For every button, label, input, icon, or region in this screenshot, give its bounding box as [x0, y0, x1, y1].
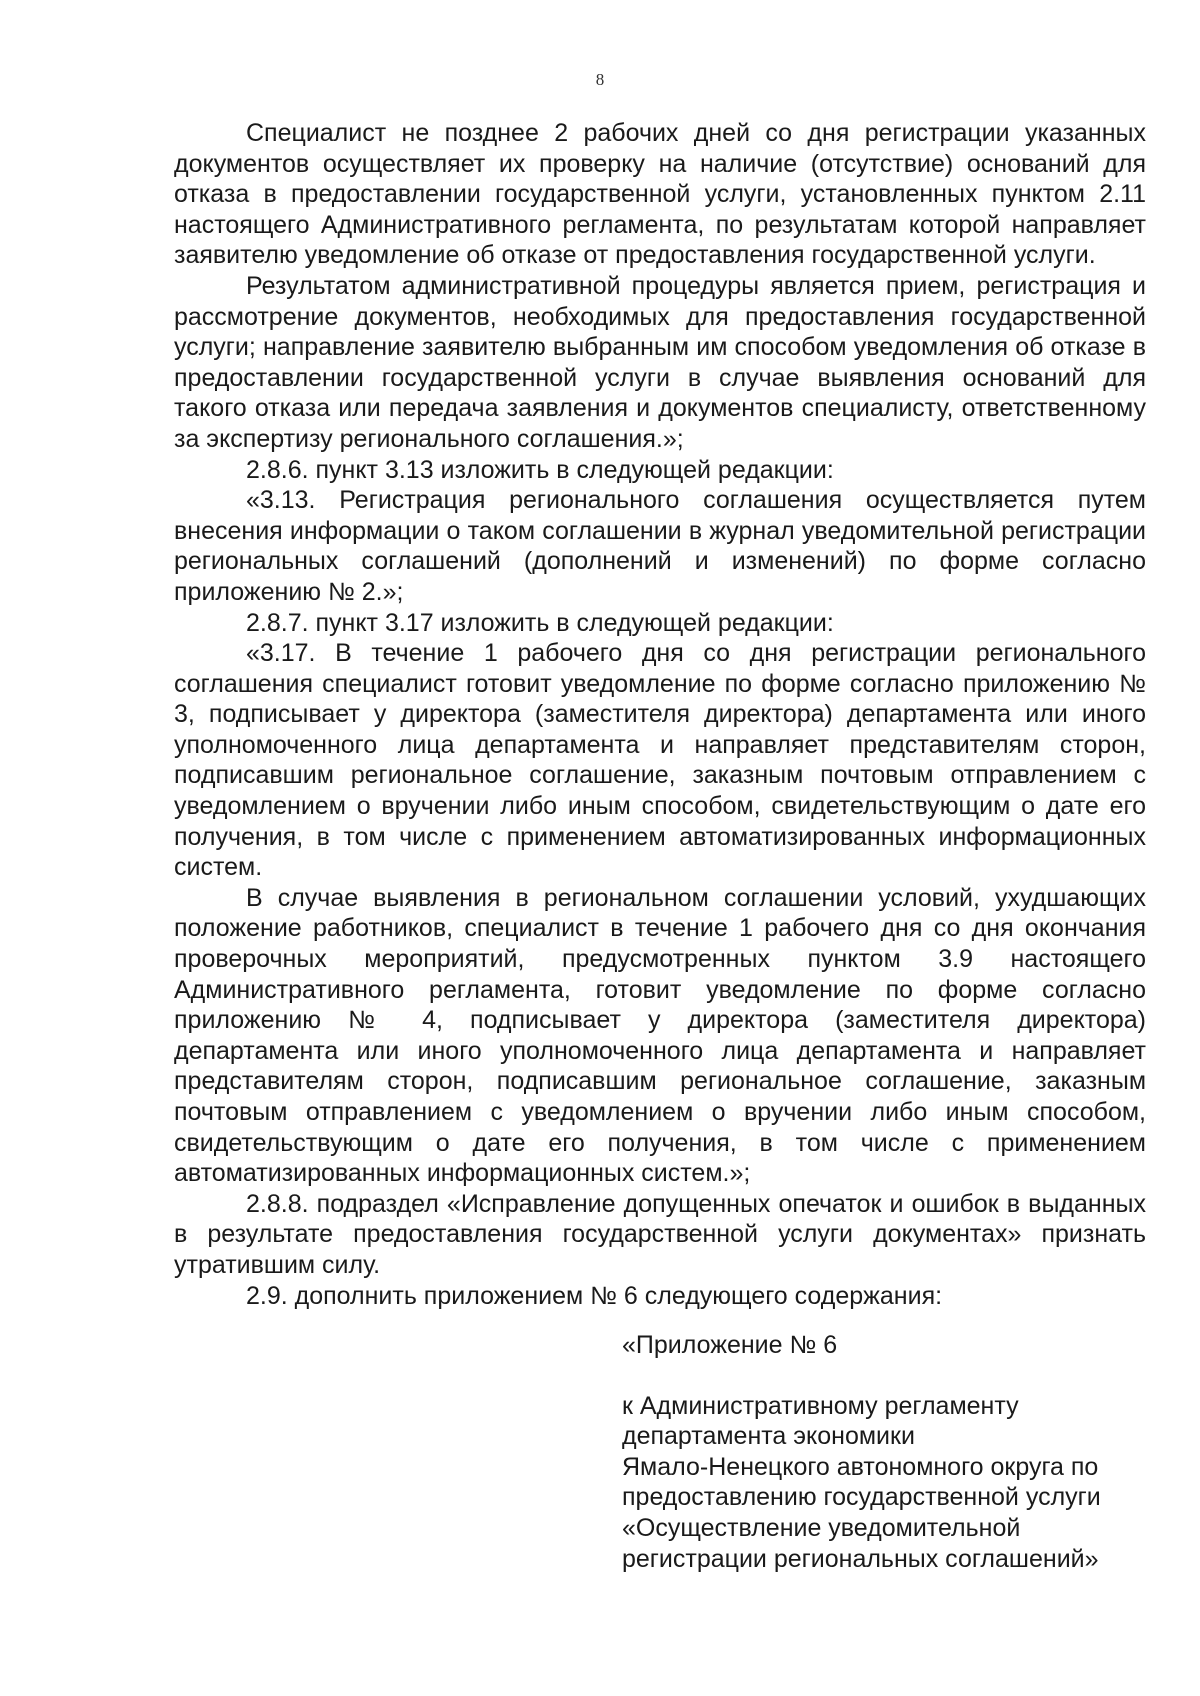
paragraph-3-13: «3.13. Регистрация регионального соглашения осуществляется путем внесения информации о таком соглашении в журнал уведомительной регистрации региональных соглашений (дополнений и изменений) по форме согласно приложению № 2.»; [174, 486, 1146, 606]
paragraph-2-8-7: 2.8.7. пункт 3.17 изложить в следующей редакции: [246, 608, 834, 637]
paragraph-3-17: «3.17. В течение 1 рабочего дня со дня регистрации регионального соглашения специалист готовит уведомление по форме согласно приложению № 3, подписывает у директора (заместителя директора) департамента или иного уполномоченного лица департамента и направляет представителям сторон, подписавшим региональное соглашение, заказным почтовым отправлением с уведомлением о вручении либо иным способом, свидетельствующим о дате его получения, в том числе с применением автоматизированных информационных систем. [174, 639, 1146, 882]
paragraph-2-9: 2.9. дополнить приложением № 6 следующего содержания: [246, 1281, 943, 1310]
paragraph-specialist-check: Специалист не позднее 2 рабочих дней со дня регистрации указанных документов осуществляет их проверку на наличие (отсутствие) оснований для отказа в предоставлении государственной услуги, установленных пунктом 2.11 настоящего Административного регламента, по результатам которой направляет заявителю уведомление об отказе от предоставления государственной услуги. [174, 119, 1146, 270]
appendix-header [622, 1330, 1162, 1574]
appendix-reference: к Административному регламенту департамента экономики Ямало-Ненецкого автономного округа по предоставлению государственной услуги «Осуществление уведомительной регистрации региональных соглашений» [622, 1391, 1101, 1573]
paragraph-2-8-6: 2.8.6. пункт 3.13 изложить в следующей редакции: [246, 455, 834, 484]
appendix-title: «Приложение № 6 [622, 1331, 838, 1359]
page-number: 8 [595, 70, 605, 89]
paragraph-procedure-result: Результатом административной процедуры является прием, регистрация и рассмотрение документов, необходимых для предоставления государственной услуги; направление заявителю выбранным им способом уведомления об отказе в предоставлении государственной услуги в случае выявления оснований для такого отказа или передача заявления и документов специалисту, ответственному за экспертизу регионального соглашения.»; [174, 271, 1146, 453]
document-body [174, 118, 1146, 1311]
paragraph-2-8-8: 2.8.8. подраздел «Исправление допущенных опечаток и ошибок в выданных в результате предоставления государственной услуги документах» признать утратившим силу. [174, 1189, 1146, 1279]
paragraph-worsening-conditions: В случае выявления в региональном соглашении условий, ухудшающих положение работников, специалист в течение 1 рабочего дня со дня окончания проверочных мероприятий, предусмотренных пунктом 3.9 настоящего Административного регламента, готовит уведомление по форме согласно приложению № 4, подписывает у директора (заместителя директора) департамента или иного уполномоченного лица департамента и направляет представителям сторон, подписавшим региональное соглашение, заказным почтовым отправлением с уведомлением о вручении либо иным способом, свидетельствующим о дате его получения, в том числе с применением автоматизированных информационных систем.»; [174, 883, 1146, 1188]
